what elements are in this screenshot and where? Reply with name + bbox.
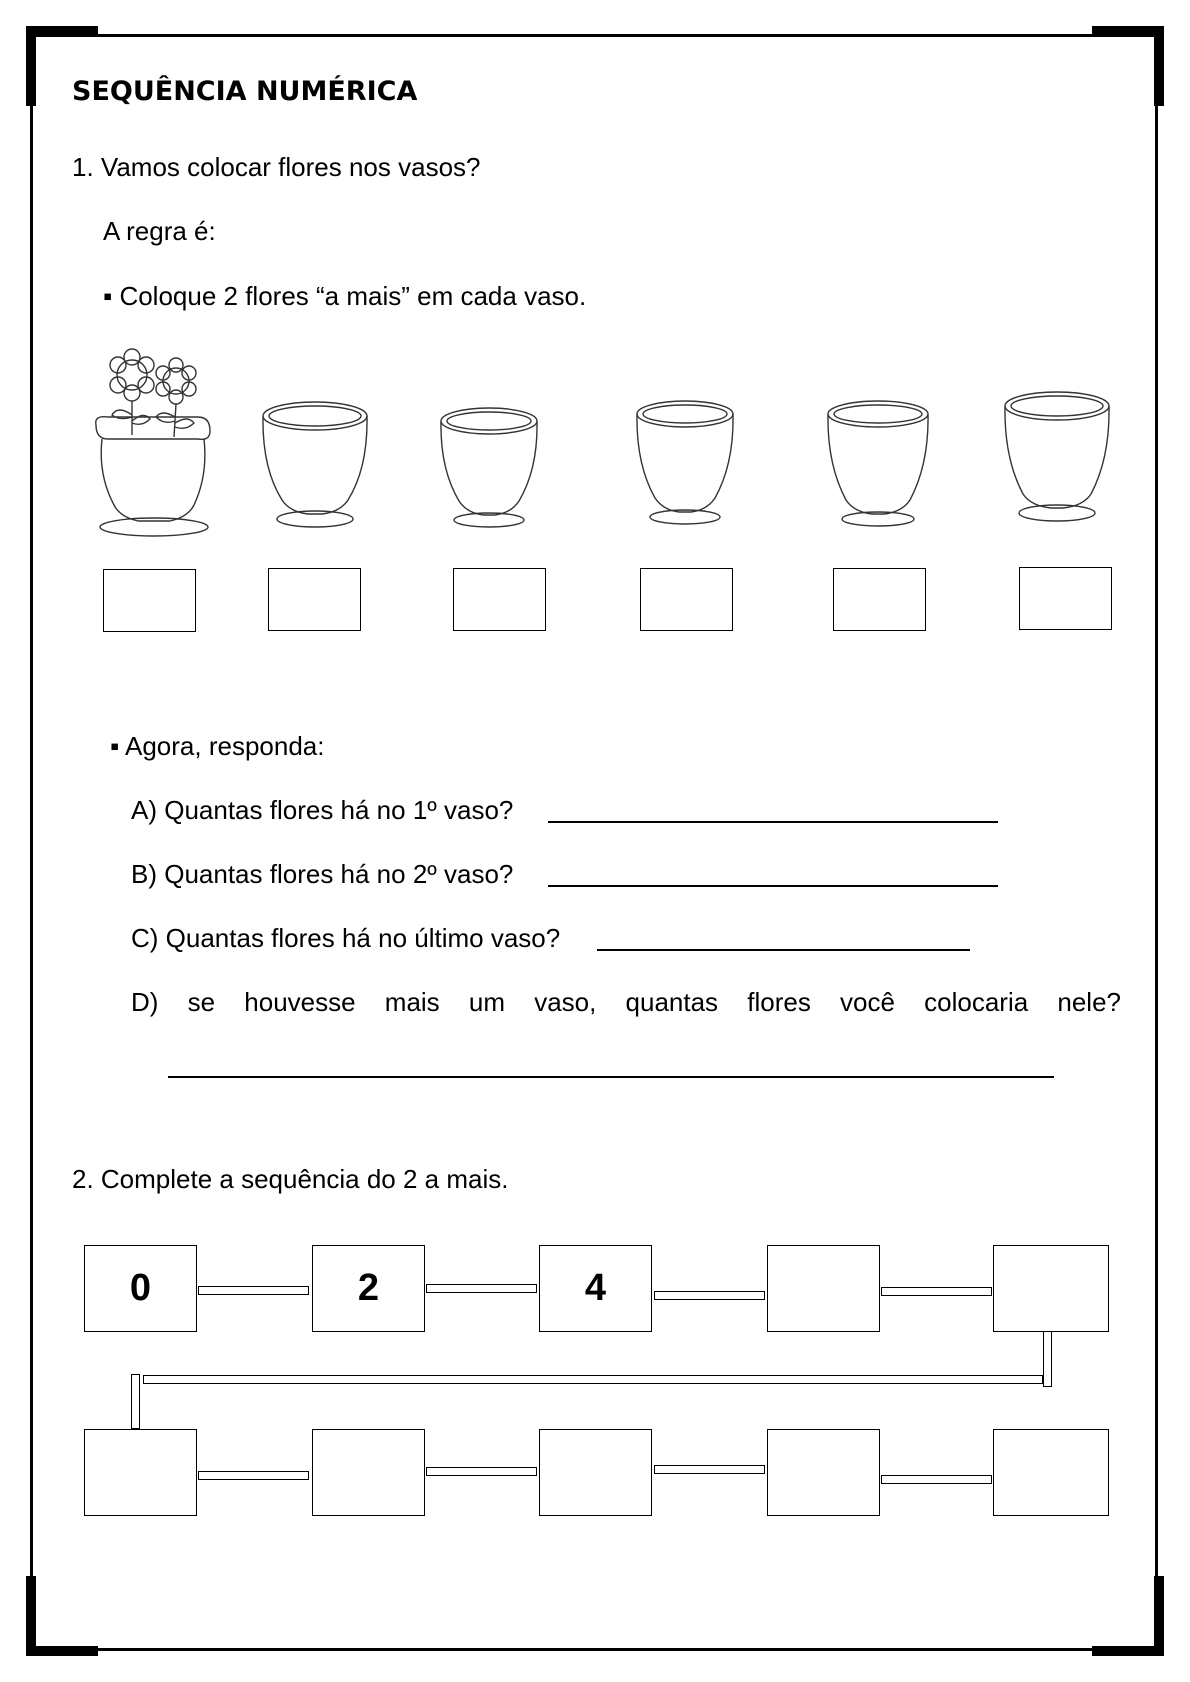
empty-vase-2-image — [258, 398, 372, 533]
question-c-answer-line[interactable] — [597, 929, 970, 951]
sequence-box-row2-5[interactable] — [993, 1429, 1109, 1516]
sequence-box-row2-4[interactable] — [767, 1429, 880, 1516]
vase-with-flowers-image — [88, 345, 218, 545]
question-d-word: mais — [384, 987, 440, 1017]
sequence-connector — [198, 1471, 309, 1480]
question-d-word: você — [840, 987, 895, 1017]
empty-vase-4-image — [633, 398, 737, 530]
vase-3-answer-box[interactable] — [453, 568, 546, 631]
question-b-answer-line[interactable] — [548, 865, 998, 887]
empty-vase-3-image — [437, 405, 541, 533]
corner-mark-top-right-v — [1154, 26, 1164, 106]
sequence-connector — [198, 1286, 309, 1295]
vase-6-answer-box[interactable] — [1019, 567, 1112, 630]
flower-right-icon — [156, 358, 196, 437]
respond-bullet: ▪ Agora, responda: — [110, 731, 325, 761]
page-title: SEQUÊNCIA NUMÉRICA — [72, 76, 418, 107]
q1-rule-label: A regra é: — [103, 216, 216, 246]
corner-mark-bottom-left-v — [26, 1576, 36, 1656]
question-d-word: quantas — [625, 987, 719, 1017]
question-b-text: B) Quantas flores há no 2º vaso? — [131, 859, 514, 889]
question-d-text — [131, 987, 1121, 1018]
sequence-vertical-connector-left — [131, 1374, 140, 1429]
q2-heading: 2. Complete a sequência do 2 a mais. — [72, 1164, 509, 1194]
question-a-answer-line[interactable] — [548, 801, 998, 823]
sequence-connector — [654, 1291, 765, 1300]
page-border — [30, 34, 1158, 1651]
sequence-connector — [426, 1284, 537, 1293]
corner-mark-top-left — [26, 26, 98, 36]
corner-mark-bottom-left — [26, 1646, 98, 1656]
sequence-box-row1-3[interactable]: 4 — [539, 1245, 652, 1332]
question-d-word: flores — [747, 987, 811, 1017]
vase-4-answer-box[interactable] — [640, 568, 733, 631]
sequence-connector — [654, 1465, 765, 1474]
vase-1-answer-box[interactable] — [103, 569, 196, 632]
sequence-box-row2-2[interactable] — [312, 1429, 425, 1516]
sequence-box-row1-2[interactable]: 2 — [312, 1245, 425, 1332]
question-a-text: A) Quantas flores há no 1º vaso? — [131, 795, 514, 825]
sequence-connector — [426, 1467, 537, 1476]
question-d-word: um — [468, 987, 505, 1017]
sequence-connector — [881, 1287, 992, 1296]
sequence-long-connector — [143, 1375, 1043, 1384]
vase-2-answer-box[interactable] — [268, 568, 361, 631]
sequence-box-row1-4[interactable] — [767, 1245, 880, 1332]
sequence-box-row2-3[interactable] — [539, 1429, 652, 1516]
sequence-box-row2-1[interactable] — [84, 1429, 197, 1516]
flower-left-icon — [110, 349, 154, 435]
sequence-box-row1-1[interactable]: 0 — [84, 1245, 197, 1332]
question-d-word: houvesse — [244, 987, 356, 1017]
question-d-word: nele? — [1057, 987, 1121, 1017]
sequence-vertical-connector-right — [1043, 1331, 1052, 1387]
vase-5-answer-box[interactable] — [833, 568, 926, 631]
question-d-word: se — [187, 987, 216, 1017]
question-d-answer-line[interactable] — [168, 1056, 1054, 1078]
empty-vase-6-image — [1001, 390, 1113, 526]
question-d-word: colocaria — [924, 987, 1029, 1017]
q1-rule-bullet: ▪ Coloque 2 flores “a mais” em cada vaso. — [103, 281, 587, 311]
sequence-box-row1-5[interactable] — [993, 1245, 1109, 1332]
corner-mark-bottom-right-v — [1154, 1576, 1164, 1656]
sequence-connector — [881, 1475, 992, 1484]
corner-mark-top-left-v — [26, 26, 36, 106]
question-c-text: C) Quantas flores há no último vaso? — [131, 923, 561, 953]
empty-vase-5-image — [824, 398, 932, 532]
question-d-word: vaso, — [534, 987, 597, 1017]
question-d-word: D) — [131, 987, 159, 1017]
q1-heading: 1. Vamos colocar flores nos vasos? — [72, 152, 481, 182]
